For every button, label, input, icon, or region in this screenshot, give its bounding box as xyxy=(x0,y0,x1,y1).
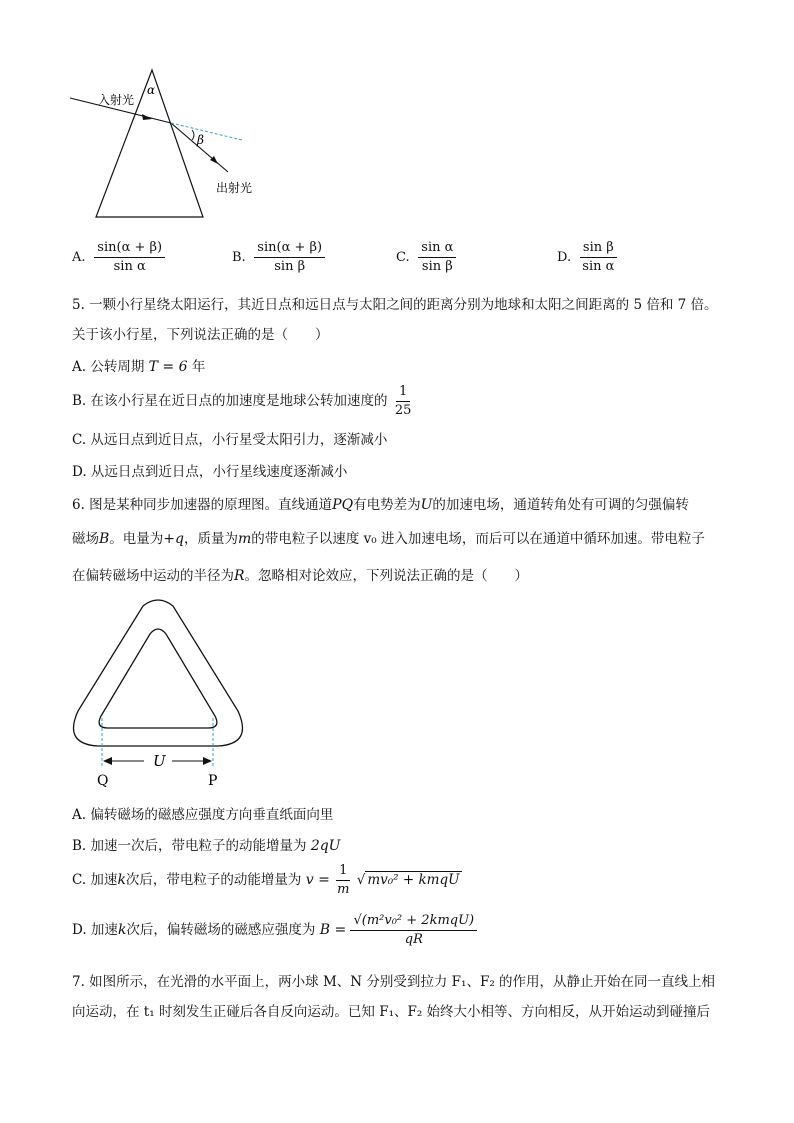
option-text: D. 加速 xyxy=(72,922,118,938)
q6-option-d xyxy=(72,913,477,948)
q6-option-a: A. 偏转磁场的磁感应强度方向垂直纸面向里 xyxy=(72,807,334,823)
fraction xyxy=(334,863,352,898)
option-letter: D. xyxy=(557,250,572,265)
sqrt-content: mv₀² + kmqU xyxy=(367,872,460,888)
option-letter: A. xyxy=(72,250,86,265)
q7-stem-line1: 7. 如图所示，在光滑的水平面上，两小球 M、N 分别受到拉力 F₁、F₂ 的作用，从静止开始在同一直线上相 xyxy=(72,974,716,990)
option-text: A. 公转周期 xyxy=(72,359,145,375)
arrow-left-icon xyxy=(103,757,112,765)
q4-option-d xyxy=(557,240,617,275)
denominator: qR xyxy=(404,932,423,947)
label-u: U xyxy=(153,752,166,770)
v-math: v = xyxy=(305,872,330,888)
accelerator-figure xyxy=(68,596,253,791)
exit-ray xyxy=(171,123,228,172)
sqrt-sign: √ xyxy=(356,872,366,888)
q6-option-c xyxy=(72,863,462,898)
numerator: √(m²v₀² + 2kmqU) xyxy=(350,913,477,931)
q6-stem-line3 xyxy=(72,567,528,585)
q6-stem-line2 xyxy=(72,530,705,548)
arrow-right-icon xyxy=(203,757,212,765)
b-math: B xyxy=(99,531,110,547)
option-text: C. 加速 xyxy=(72,872,118,888)
option-text: B. 在该小行星在近日点的加速度是地球公转加速度的 xyxy=(72,393,388,409)
stem-text: 6. 图是某种同步加速器的原理图。直线通道 xyxy=(72,497,333,513)
fraction xyxy=(418,240,456,275)
k-math: k xyxy=(117,922,127,938)
numerator: 1 xyxy=(336,863,350,881)
fraction xyxy=(254,240,325,275)
fraction xyxy=(579,240,617,275)
incident-arrow-icon xyxy=(142,114,152,120)
label-exit: 出射光 xyxy=(216,181,253,195)
k-math: k xyxy=(117,872,126,888)
numerator: sin α xyxy=(418,240,456,258)
denominator: sin α xyxy=(113,259,146,274)
option-text: 次后，带电粒子的动能增量为 xyxy=(125,872,302,888)
option-letter: C. xyxy=(396,250,410,265)
denominator: 25 xyxy=(394,403,412,418)
m-math: m xyxy=(238,531,252,547)
numerator: sin(α + β) xyxy=(254,240,325,258)
numerator: sin(α + β) xyxy=(94,240,165,258)
beta-arc xyxy=(192,130,194,140)
stem-text: 有电势差为 xyxy=(353,497,421,513)
numerator: 1 xyxy=(396,384,410,402)
option-text: 次后，偏转磁场的磁感应强度为 xyxy=(126,922,316,938)
denominator: m xyxy=(337,882,350,897)
q6-stem-line1 xyxy=(72,496,689,514)
r-math: R xyxy=(234,568,245,584)
denominator: sin β xyxy=(274,259,306,274)
q5-option-d: D. 从远日点到近日点，小行星线速度逐渐减小 xyxy=(72,464,348,480)
q5-option-a xyxy=(72,358,205,376)
q6-option-b xyxy=(72,837,340,855)
period-math: T = 6 xyxy=(148,359,188,375)
numerator: sin β xyxy=(580,240,617,258)
prism-figure xyxy=(60,62,260,224)
q4-option-c xyxy=(396,240,456,275)
stem-text: 的加速电场，通道转角处有可调的匀强偏转 xyxy=(432,497,689,513)
energy-math: 2qU xyxy=(310,838,341,854)
fraction xyxy=(350,913,477,948)
q4-option-b xyxy=(232,240,325,275)
q7-stem-line2: 向运动，在 t₁ 时刻发生正碰后各自反向运动。已知 F₁、F₂ 始终大小相等、方向相反，从开始运动到碰撞后 xyxy=(72,1004,711,1020)
stem-text: 。电量为 xyxy=(109,531,164,547)
q5-stem-line1: 5. 一颗小行星绕太阳运行，其近日点和远日点与太阳之间的距离分别为地球和太阳之间距离的 5 倍和 7 倍。 xyxy=(72,297,718,313)
q5-option-b xyxy=(72,384,414,419)
label-q: Q xyxy=(97,773,109,789)
option-letter: B. xyxy=(232,250,246,265)
option-text: B. 加速一次后，带电粒子的动能增量为 xyxy=(72,838,307,854)
q5-stem-line2: 关于该小行星，下列说法正确的是（ ） xyxy=(72,327,329,343)
q-math: +q xyxy=(163,531,184,547)
stem-text: 。忽略相对论效应，下列说法正确的是（ ） xyxy=(244,568,529,584)
b-math: B = xyxy=(319,922,347,938)
fraction xyxy=(94,240,165,275)
stem-text: ，质量为 xyxy=(184,531,238,547)
option-tail: 年 xyxy=(191,359,206,375)
label-incident: 入射光 xyxy=(98,93,135,107)
u-math: U xyxy=(420,497,433,513)
q5-option-c: C. 从远日点到近日点，小行星受太阳引力，逐渐减小 xyxy=(72,432,388,448)
label-p: P xyxy=(208,773,218,789)
inner-channel xyxy=(99,629,217,728)
label-alpha: α xyxy=(147,83,156,97)
fraction xyxy=(392,384,415,419)
stem-text: 磁场 xyxy=(72,531,99,547)
stem-text: 的带电粒子以速度 v₀ 进入加速电场，而后可以在通道中循环加速。带电粒子 xyxy=(251,531,705,547)
label-beta: β xyxy=(197,133,204,147)
pq-math: PQ xyxy=(332,497,354,513)
denominator: sin β xyxy=(421,259,453,274)
denominator: sin α xyxy=(582,259,615,274)
q4-option-a xyxy=(72,240,165,275)
stem-text: 在偏转磁场中运动的半径为 xyxy=(72,568,234,584)
